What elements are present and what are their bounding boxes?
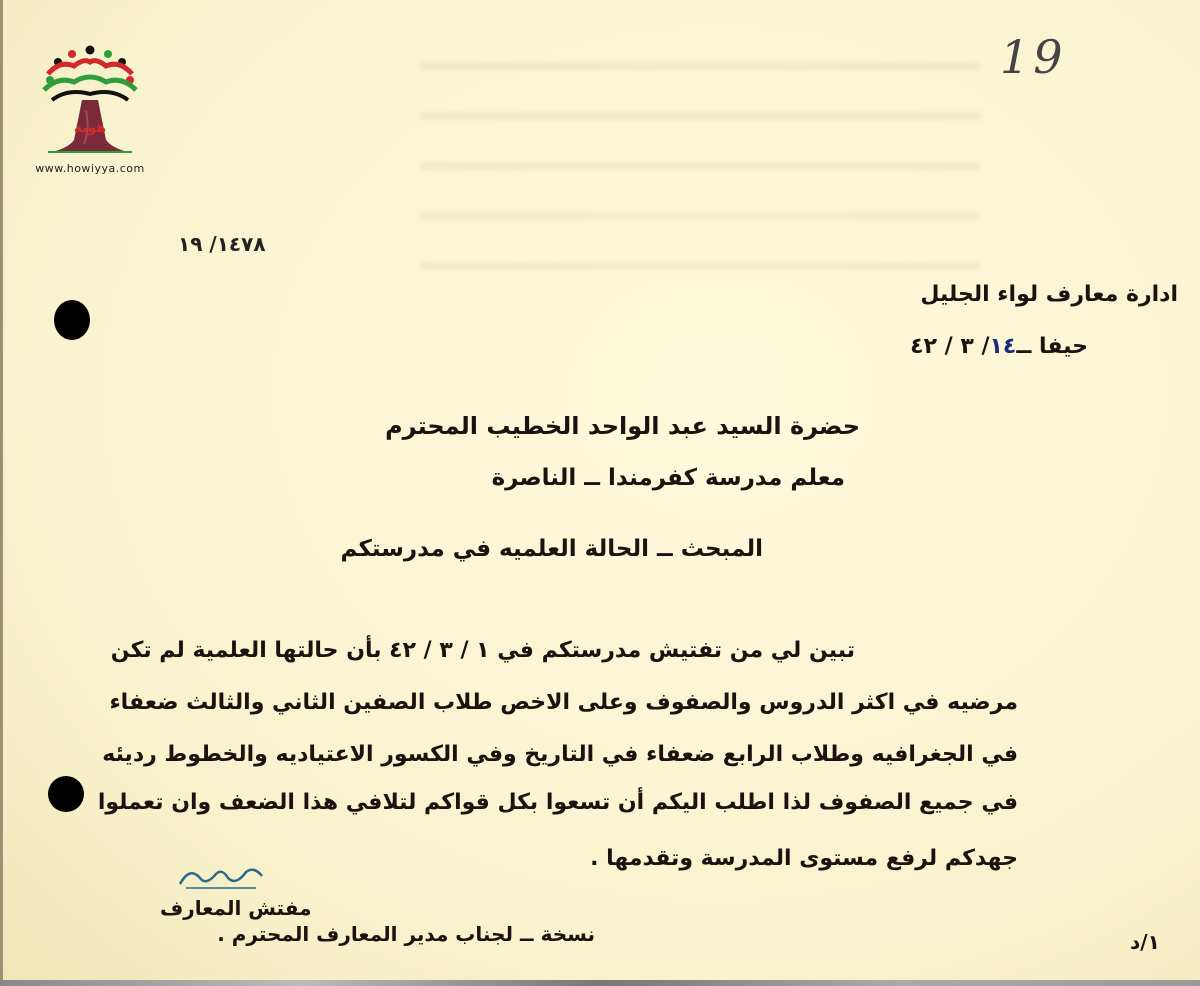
handwritten-page-number: 19 (1000, 30, 1067, 84)
file-code: ١/د (1130, 930, 1160, 954)
subject-line: المبحث ــ الحالة العلميه في مدرستكم (340, 536, 763, 562)
page-edge-left (0, 0, 3, 986)
addressee-name: حضرة السيد عبد الواحد الخطيب المحترم (385, 412, 860, 440)
department-name: ادارة معارف لواء الجليل (920, 282, 1178, 307)
copy-line: نسخة ــ لجناب مدير المعارف المحترم . (217, 922, 595, 946)
date-rest: / ٣ / ٤٢ (910, 334, 990, 359)
body-line: في جميع الصفوف لذا اطلب اليكم أن تسعوا بكل قواكم لتلافي هذا الضعف وان تعملوا (97, 790, 1018, 815)
page-edge-bottom (0, 980, 1200, 986)
punch-hole (54, 300, 90, 340)
svg-text:هوية: هوية (73, 120, 107, 136)
date-line (910, 334, 1088, 359)
body-line: جهدكم لرفع مستوى المدرسة وتقدمها . (590, 846, 1018, 871)
body-line: في الجغرافيه وطلاب الرابع ضعفاء في التاريخ وفي الكسور الاعتياديه والخطوط رديئه (102, 742, 1018, 767)
reference-number: ١٤٧٨/ ١٩ (178, 232, 266, 256)
body-line: تبين لي من تفتيش مدرستكم في ١ / ٣ / ٤٢ بأن حالتها العلمية لم تكن (110, 638, 855, 663)
howiyya-logo (28, 40, 152, 180)
logo-url-text[interactable]: www.howiyya.com (35, 162, 145, 175)
body-line: مرضيه في اكثر الدروس والصفوف وعلى الاخص طلاب الصفين الثاني والثالث ضعفاء (109, 690, 1018, 715)
bleed-through-text (420, 20, 980, 270)
signature-title: مفتش المعارف (160, 896, 312, 920)
signature-scribble (176, 862, 266, 892)
addressee-role: معلم مدرسة كفرمندا ــ الناصرة (491, 465, 845, 491)
date-day: ١٤ (989, 334, 1017, 359)
tree-family-icon (28, 40, 152, 162)
punch-hole (48, 776, 84, 812)
date-prefix: حيفا ــ (1016, 334, 1088, 359)
